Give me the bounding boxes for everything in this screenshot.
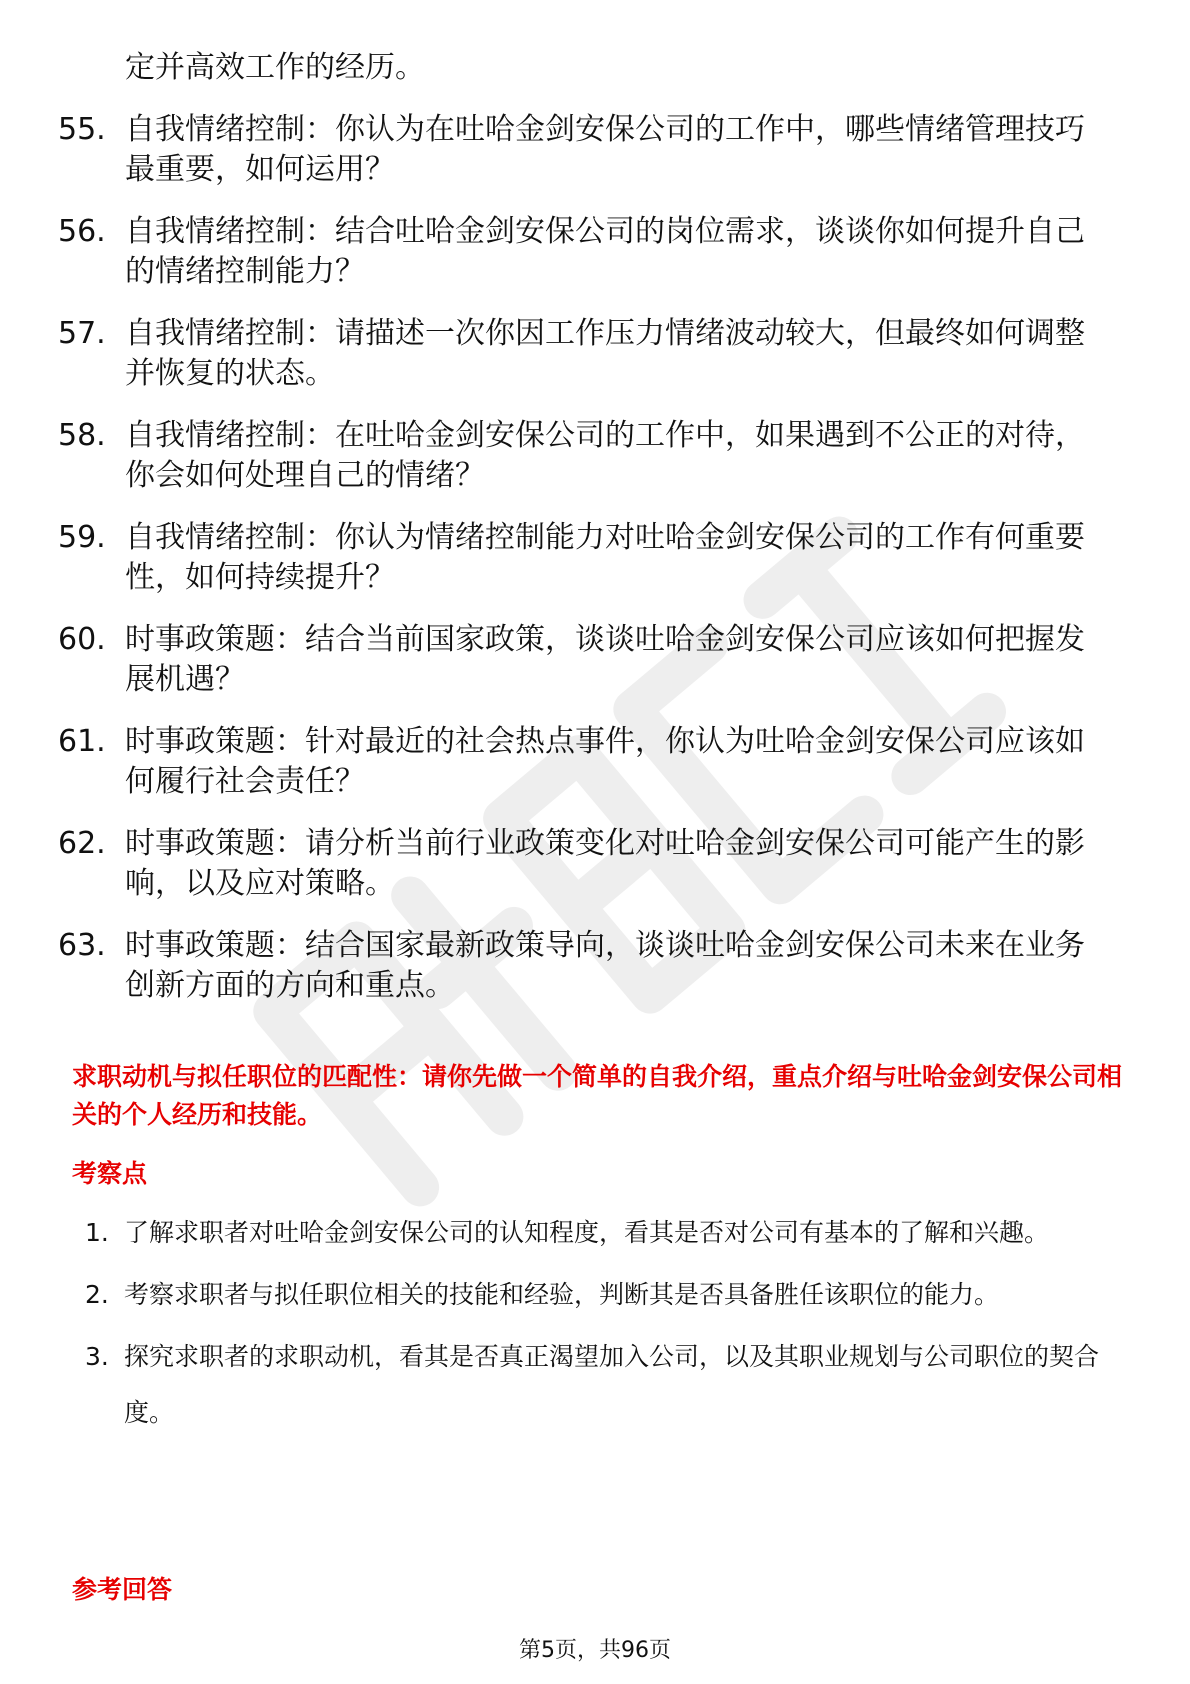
item-number: 62. xyxy=(58,826,106,861)
list-item xyxy=(0,416,1105,496)
list-item xyxy=(0,620,1105,700)
list-item xyxy=(0,1205,1109,1261)
section-question: 求职动机与拟任职位的匹配性：请你先做一个简单的自我介绍，重点介绍与吐哈金剑安保公司相关的个人经历和技能。 xyxy=(72,1062,1123,1129)
item-text: 自我情绪控制：在吐哈金剑安保公司的工作中，如果遇到不公正的对待，你会如何处理自己的情绪？ xyxy=(125,418,1085,493)
item-number: 3. xyxy=(85,1342,109,1371)
item-text: 时事政策题：结合国家最新政策导向，谈谈吐哈金剑安保公司未来在业务创新方面的方向和重点。 xyxy=(125,928,1085,1003)
list-item xyxy=(0,926,1105,1006)
item-number: 63. xyxy=(58,928,106,963)
list-item xyxy=(0,314,1105,394)
item-number: 2. xyxy=(85,1280,109,1309)
list-item xyxy=(0,1329,1109,1441)
item-number: 60. xyxy=(58,622,106,657)
list-item xyxy=(0,212,1105,292)
item-text: 自我情绪控制：结合吐哈金剑安保公司的岗位需求，谈谈你如何提升自己的情绪控制能力？ xyxy=(125,214,1085,289)
item-number: 1. xyxy=(85,1218,109,1247)
item-number: 59. xyxy=(58,520,106,555)
item-text: 自我情绪控制：你认为情绪控制能力对吐哈金剑安保公司的工作有何重要性，如何持续提升？ xyxy=(125,520,1085,595)
item-text: 时事政策题：请分析当前行业政策变化对吐哈金剑安保公司可能产生的影响，以及应对策略。 xyxy=(125,826,1085,901)
item-number: 55. xyxy=(58,112,106,147)
points-heading: 考察点 xyxy=(72,1159,148,1188)
page-footer: 第5页，共96页 xyxy=(519,1638,671,1663)
item-number: 58. xyxy=(58,418,106,453)
points-list xyxy=(0,1205,1190,1447)
item-text: 时事政策题：针对最近的社会热点事件，你认为吐哈金剑安保公司应该如何履行社会责任？ xyxy=(125,724,1085,799)
list-item xyxy=(0,824,1105,904)
question-list xyxy=(0,110,1190,1028)
list-item xyxy=(0,722,1105,802)
item-text: 时事政策题：结合当前国家政策，谈谈吐哈金剑安保公司应该如何把握发展机遇？ xyxy=(125,622,1085,697)
item-text: 了解求职者对吐哈金剑安保公司的认知程度，看其是否对公司有基本的了解和兴趣。 xyxy=(124,1218,1050,1247)
answer-heading: 参考回答 xyxy=(72,1575,173,1604)
item-text: 考察求职者与拟任职位相关的技能和经验，判断其是否具备胜任该职位的能力。 xyxy=(124,1280,1000,1309)
list-item xyxy=(0,518,1105,598)
item-text: 探究求职者的求职动机，看其是否真正渴望加入公司，以及其职业规划与公司职位的契合度。 xyxy=(124,1342,1100,1427)
item-number: 57. xyxy=(58,316,106,351)
item-text: 自我情绪控制：你认为在吐哈金剑安保公司的工作中，哪些情绪管理技巧最重要，如何运用？ xyxy=(125,112,1085,187)
list-item xyxy=(0,110,1105,190)
continuation-text: 定并高效工作的经历。 xyxy=(125,50,425,85)
item-text: 自我情绪控制：请描述一次你因工作压力情绪波动较大，但最终如何调整并恢复的状态。 xyxy=(125,316,1085,391)
item-number: 56. xyxy=(58,214,106,249)
list-item xyxy=(0,1267,1109,1323)
item-number: 61. xyxy=(58,724,106,759)
